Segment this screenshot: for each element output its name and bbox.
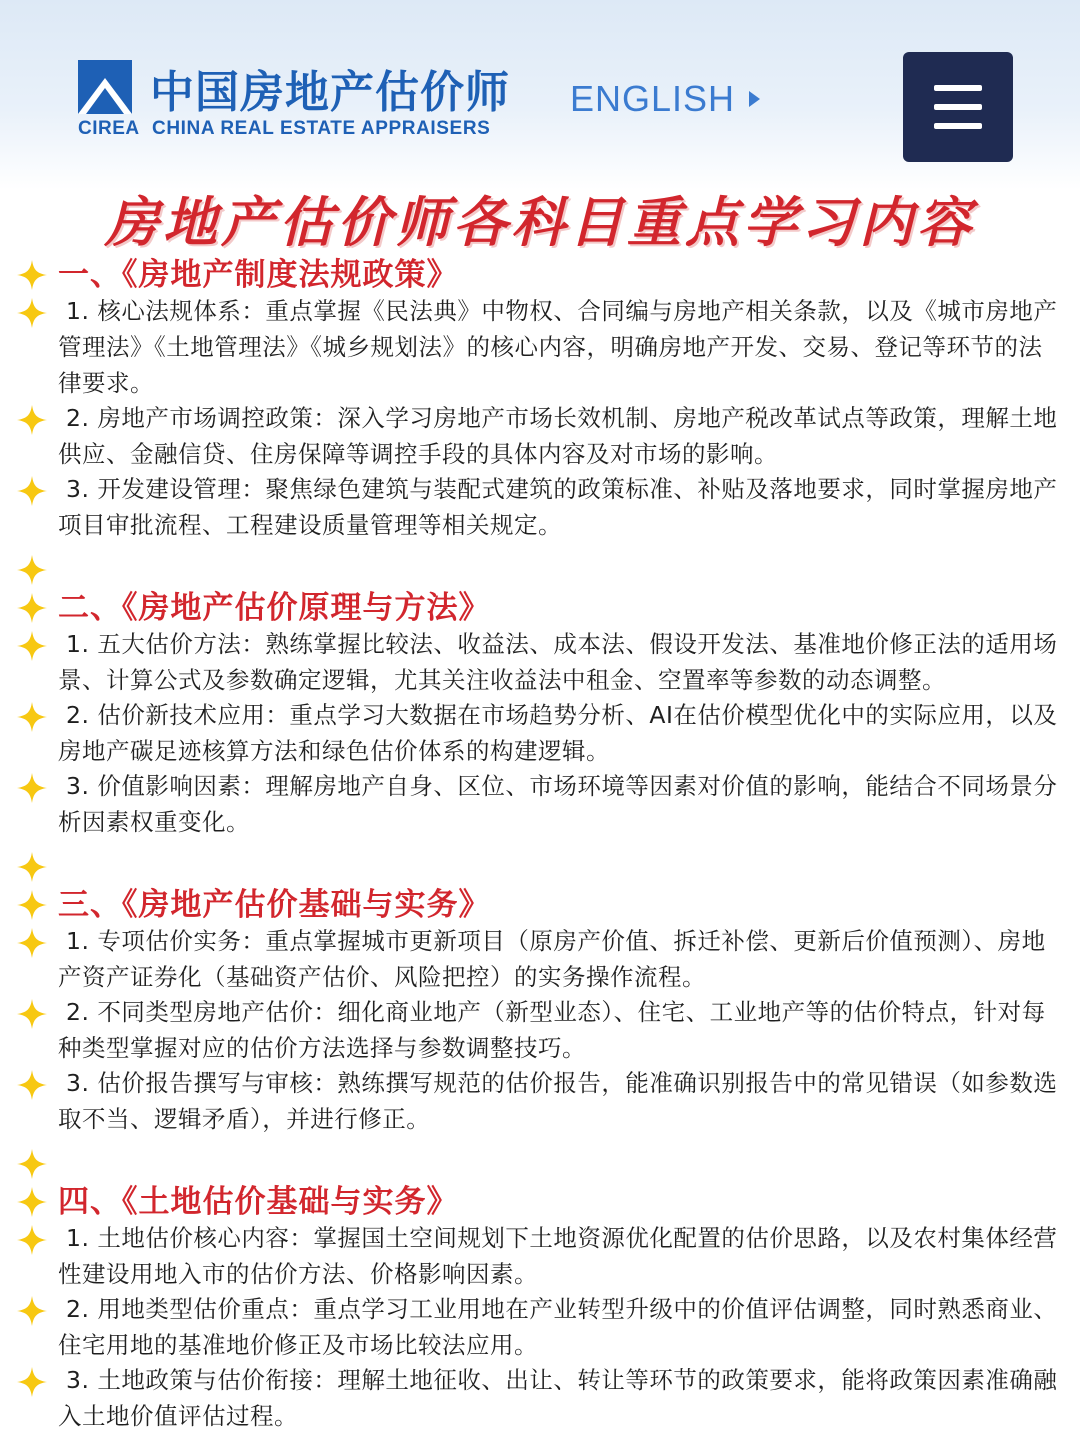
- section-title: 一、《房地产制度法规政策》: [58, 257, 459, 293]
- hamburger-icon: [934, 85, 982, 91]
- sparkle-star-icon: [16, 701, 48, 733]
- list-item: 2. 不同类型房地产估价：细化商业地产（新型业态）、住宅、工业地产等的估价特点，针对每种类型掌握对应的估价方法选择与参数调整技巧。: [58, 998, 1046, 1062]
- section-title: 四、《土地估价基础与实务》: [58, 1184, 459, 1220]
- logo-english-name: CHINA REAL ESTATE APPRAISERS: [152, 118, 491, 139]
- list-item: 2. 房地产市场调控政策：深入学习房地产市场长效机制、房地产税改革试点等政策，理解土地供应、金融信贷、住房保障等调控手段的具体内容及对市场的影响。: [58, 404, 1058, 468]
- sparkle-star-icon: [16, 297, 48, 329]
- sparkle-star-icon: [16, 851, 48, 883]
- sparkle-star-icon: [16, 927, 48, 959]
- sparkle-star-icon: [16, 554, 48, 586]
- site-header: [0, 0, 1080, 175]
- list-item: 2. 用地类型估价重点：重点学习工业用地在产业转型升级中的价值评估调整，同时熟悉商业、住宅用地的基准地价修正及市场比较法应用。: [58, 1295, 1058, 1359]
- list-item: 1. 土地估价核心内容：掌握国土空间规划下土地资源优化配置的估价思路，以及农村集体经营性建设用地入市的估价方法、价格影响因素。: [58, 1224, 1058, 1288]
- hamburger-icon-bar: [934, 123, 982, 129]
- sparkle-star-icon: [16, 475, 48, 507]
- list-item: 1. 专项估价实务：重点掌握城市更新项目（原房产价值、拆迁补偿、更新后价值预测）、房地产资产证券化（基础资产估价、风险把控）的实务操作流程。: [58, 927, 1046, 991]
- list-item: 2. 估价新技术应用：重点学习大数据在市场趋势分析、AI在估价模型优化中的实际应用，以及房地产碳足迹核算方法和绿色估价体系的构建逻辑。: [58, 701, 1058, 765]
- menu-button[interactable]: [903, 52, 1013, 162]
- list-item: 3. 开发建设管理：聚焦绿色建筑与装配式建筑的政策标准、补贴及落地要求，同时掌握房地产项目审批流程、工程建设质量管理等相关规定。: [58, 475, 1058, 539]
- sparkle-star-icon: [16, 772, 48, 804]
- list-item: 3. 估价报告撰写与审核：熟练撰写规范的估价报告，能准确识别报告中的常见错误（如参数选取不当、逻辑矛盾），并进行修正。: [58, 1069, 1058, 1133]
- sparkle-star-icon: [16, 1224, 48, 1256]
- section-title: 二、《房地产估价原理与方法》: [58, 590, 491, 626]
- sparkle-star-icon: [16, 1069, 48, 1101]
- page-title: 房地产估价师各科目重点学习内容: [105, 190, 975, 254]
- hamburger-icon-bar: [934, 104, 982, 110]
- list-item: 3. 价值影响因素：理解房地产自身、区位、市场环境等因素对价值的影响，能结合不同场景分析因素权重变化。: [58, 772, 1058, 836]
- sparkle-star-icon: [16, 592, 48, 624]
- list-item: 3. 土地政策与估价衔接：理解土地征收、出让、转让等环节的政策要求，能将政策因素准确融入土地价值评估过程。: [58, 1366, 1058, 1430]
- sparkle-star-icon: [16, 1148, 48, 1180]
- english-language-link[interactable]: [570, 78, 760, 120]
- logo-chinese-name: 中国房地产估价师: [150, 67, 510, 118]
- sparkle-star-icon: [16, 998, 48, 1030]
- sparkle-star-icon: [16, 404, 48, 436]
- list-item: 1. 五大估价方法：熟练掌握比较法、收益法、成本法、假设开发法、基准地价修正法的适用场景、计算公式及参数确定逻辑，尤其关注收益法中租金、空置率等参数的动态调整。: [58, 630, 1058, 694]
- sparkle-star-icon: [16, 630, 48, 662]
- english-link-label: ENGLISH: [570, 78, 736, 119]
- sparkle-star-icon: [16, 1366, 48, 1398]
- sparkle-star-icon: [16, 1295, 48, 1327]
- list-item: 1. 核心法规体系：重点掌握《民法典》中物权、合同编与房地产相关条款，以及《城市房地产管理法》《土地管理法》《城乡规划法》的核心内容，明确房地产开发、交易、登记等环节的法律要求。: [58, 297, 1058, 397]
- cirea-logo-icon: [78, 60, 132, 114]
- play-arrow-icon: [749, 91, 760, 107]
- sparkle-star-icon: [16, 1186, 48, 1218]
- sparkle-star-icon: [16, 259, 48, 291]
- sparkle-star-icon: [16, 889, 48, 921]
- section-title: 三、《房地产估价基础与实务》: [58, 887, 491, 923]
- logo-abbreviation: CIREA: [78, 118, 140, 139]
